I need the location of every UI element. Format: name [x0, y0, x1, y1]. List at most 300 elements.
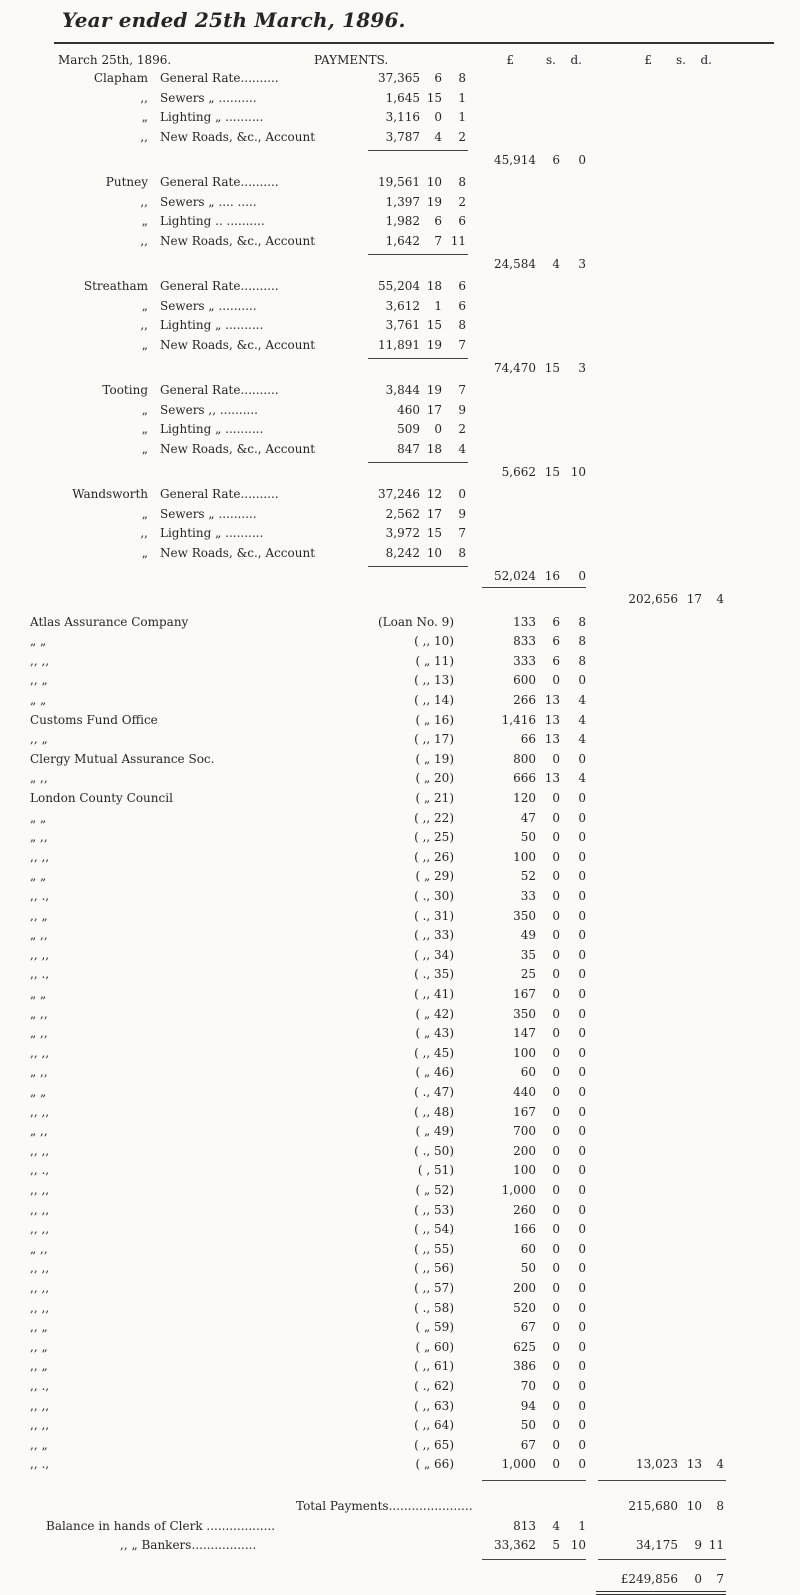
item-amount-shillings: 18	[426, 279, 442, 293]
balance-bankers-label: ,, „ Bankers.................	[120, 1538, 257, 1552]
district-row	[0, 276, 800, 296]
loan-row	[0, 1102, 800, 1122]
balance-bankers-row	[0, 1535, 800, 1555]
loan-amount-pounds: 260	[513, 1203, 536, 1217]
item-label: Lighting „ ..........	[160, 526, 264, 540]
item-amount-pence: 6	[458, 299, 466, 313]
district-row	[0, 484, 800, 504]
loan-amount-pounds: 147	[513, 1026, 536, 1040]
loan-amount-pounds: 35	[520, 948, 536, 962]
lender-name: „ ,,	[30, 771, 48, 785]
district-total-row	[0, 566, 800, 586]
ditto-mark: „	[141, 546, 148, 560]
loan-amount-pounds: 167	[513, 1105, 536, 1119]
district-row	[0, 172, 800, 192]
loan-row	[0, 690, 800, 710]
item-amount-pounds: 19,561	[378, 175, 420, 189]
loan-amount-pence: 0	[578, 1026, 586, 1040]
balance-total-pounds: 34,175	[636, 1538, 678, 1552]
loan-number: ( „ 11)	[415, 654, 454, 668]
item-amount-pounds: 8,242	[385, 546, 420, 560]
lender-name: „ ,,	[30, 1124, 48, 1138]
loan-amount-pounds: 47	[520, 811, 536, 825]
grand-total-pounds: £249,856	[620, 1572, 678, 1586]
lender-name: ,, ,,	[30, 1399, 50, 1413]
balance-clerk-pounds: 813	[513, 1519, 536, 1533]
ditto-mark: „	[141, 299, 148, 313]
item-label: Sewers „ .... .....	[160, 195, 257, 209]
loan-row	[0, 710, 800, 730]
item-amount-pounds: 1,397	[385, 195, 420, 209]
loan-amount-shillings: 0	[552, 811, 560, 825]
loan-number: ( „ 59)	[415, 1320, 454, 1334]
loan-amount-shillings: 0	[552, 673, 560, 687]
district-total-pence: 3	[578, 361, 586, 375]
loan-amount-pounds: 600	[513, 673, 536, 687]
loan-amount-pounds: 67	[520, 1438, 536, 1452]
item-amount-shillings: 10	[426, 546, 442, 560]
district-name: Clapham	[93, 71, 148, 85]
total-payments-shillings: 10	[686, 1499, 702, 1513]
loan-amount-pence: 4	[578, 771, 586, 785]
loan-amount-pounds: 120	[513, 791, 536, 805]
item-amount-shillings: 6	[434, 71, 442, 85]
header-section: PAYMENTS.	[314, 53, 389, 67]
total-payments-row	[0, 1496, 800, 1516]
balance-bankers-pounds: 33,362	[494, 1538, 536, 1552]
loans-total-pence: 4	[716, 1457, 724, 1471]
loan-row	[0, 631, 800, 651]
loan-number: ( ., 35)	[414, 967, 454, 981]
ditto-mark: ,,	[140, 130, 148, 144]
district-row	[0, 296, 800, 316]
district-row	[0, 380, 800, 400]
item-amount-pounds: 3,612	[385, 299, 420, 313]
lender-name: Customs Fund Office	[30, 713, 158, 727]
loan-amount-pounds: 440	[513, 1085, 536, 1099]
item-amount-pounds: 460	[397, 403, 420, 417]
district-name: Putney	[105, 175, 148, 189]
item-amount-pence: 7	[458, 338, 466, 352]
loan-amount-pence: 4	[578, 713, 586, 727]
loan-number: ( ,, 56)	[414, 1261, 454, 1275]
page-title: Year ended 25th March, 1896.	[62, 8, 406, 32]
district-row	[0, 400, 800, 420]
ditto-mark: „	[141, 214, 148, 228]
loan-amount-shillings: 0	[552, 1457, 560, 1471]
loan-row	[0, 670, 800, 690]
district-total-shillings: 15	[544, 465, 560, 479]
loan-amount-pounds: 50	[520, 830, 536, 844]
loan-row	[0, 1200, 800, 1220]
loan-amount-shillings: 0	[552, 1144, 560, 1158]
item-amount-pence: 9	[458, 507, 466, 521]
item-amount-pence: 7	[458, 526, 466, 540]
loan-row	[0, 847, 800, 867]
district-name: Tooting	[102, 383, 148, 397]
lender-name: ,, ,,	[30, 1281, 50, 1295]
loan-amount-pounds: 700	[513, 1124, 536, 1138]
district-row	[0, 315, 800, 335]
balance-clerk-shillings: 4	[552, 1519, 560, 1533]
loan-amount-shillings: 6	[552, 654, 560, 668]
lender-name: ,, .,	[30, 889, 50, 903]
district-row	[0, 211, 800, 231]
loan-amount-pounds: 49	[520, 928, 536, 942]
loan-amount-shillings: 13	[544, 693, 560, 707]
loan-number: ( ,, 14)	[414, 693, 454, 707]
loan-row	[0, 1454, 800, 1474]
district-total-shillings: 15	[544, 361, 560, 375]
item-label: New Roads, &c., Account	[160, 338, 316, 352]
lender-name: „ „	[30, 1085, 47, 1099]
loan-amount-pence: 0	[578, 1281, 586, 1295]
district-total-pence: 0	[578, 153, 586, 167]
item-amount-pounds: 11,891	[378, 338, 420, 352]
loan-number: ( ., 58)	[414, 1301, 454, 1315]
loan-amount-pounds: 167	[513, 987, 536, 1001]
loan-amount-pounds: 800	[513, 752, 536, 766]
lender-name: ,, „	[30, 732, 48, 746]
item-label: General Rate..........	[160, 383, 279, 397]
loan-amount-pounds: 200	[513, 1144, 536, 1158]
loan-amount-shillings: 0	[552, 1340, 560, 1354]
loan-amount-pence: 0	[578, 791, 586, 805]
loan-number: ( ,, 41)	[414, 987, 454, 1001]
column-header-row	[0, 50, 800, 70]
loan-row	[0, 827, 800, 847]
loan-amount-shillings: 0	[552, 1261, 560, 1275]
loan-row	[0, 1062, 800, 1082]
grand-total-shillings: 0	[694, 1572, 702, 1586]
loan-row	[0, 768, 800, 788]
loan-amount-pence: 0	[578, 1301, 586, 1315]
district-row	[0, 231, 800, 251]
loan-amount-pounds: 1,000	[501, 1457, 536, 1471]
loan-amount-pence: 0	[578, 1163, 586, 1177]
loan-number: ( „ 52)	[415, 1183, 454, 1197]
district-row	[0, 88, 800, 108]
lender-name: ,, ,,	[30, 1203, 50, 1217]
loan-amount-pence: 0	[578, 1124, 586, 1138]
loan-row	[0, 1004, 800, 1024]
loan-number: ( ,, 63)	[414, 1399, 454, 1413]
loan-row	[0, 964, 800, 984]
item-amount-pence: 8	[458, 546, 466, 560]
lender-name: „ ,,	[30, 1065, 48, 1079]
loan-amount-shillings: 0	[552, 1007, 560, 1021]
loan-amount-shillings: 13	[544, 713, 560, 727]
grand-total-pence: 7	[716, 1572, 724, 1586]
loan-amount-pence: 0	[578, 1007, 586, 1021]
item-amount-pounds: 37,365	[378, 71, 420, 85]
loan-row	[0, 651, 800, 671]
header-pence: d.	[570, 53, 582, 67]
loan-row	[0, 1239, 800, 1259]
lender-name: ,, ,,	[30, 1418, 50, 1432]
district-total-pounds: 52,024	[494, 569, 536, 583]
item-amount-pence: 0	[458, 487, 466, 501]
loan-amount-shillings: 0	[552, 869, 560, 883]
loan-number: ( ,, 64)	[414, 1418, 454, 1432]
balance-clerk-label: Balance in hands of Clerk ..................	[46, 1519, 276, 1533]
loan-number: ( ,, 54)	[414, 1222, 454, 1236]
loan-amount-pounds: 66	[520, 732, 536, 746]
ditto-mark: „	[141, 507, 148, 521]
ditto-mark: ,,	[140, 234, 148, 248]
item-amount-shillings: 4	[434, 130, 442, 144]
district-total-pounds: 74,470	[494, 361, 536, 375]
header-pence-2: d.	[700, 53, 712, 67]
grand-total-double-rule	[596, 1591, 726, 1595]
district-total-row	[0, 358, 800, 378]
loan-amount-pounds: 67	[520, 1320, 536, 1334]
loan-number: ( ,, 33)	[414, 928, 454, 942]
lender-name: Atlas Assurance Company	[30, 615, 189, 629]
lender-name: ,, ,,	[30, 1046, 50, 1060]
loan-amount-shillings: 0	[552, 1065, 560, 1079]
loan-row	[0, 788, 800, 808]
loan-number: ( „ 46)	[415, 1065, 454, 1079]
loan-amount-shillings: 0	[552, 1242, 560, 1256]
loan-amount-pounds: 94	[520, 1399, 536, 1413]
loan-amount-pounds: 50	[520, 1418, 536, 1432]
loan-amount-pounds: 386	[513, 1359, 536, 1373]
item-amount-pence: 6	[458, 279, 466, 293]
item-label: Sewers ,, ..........	[160, 403, 258, 417]
top-rule	[54, 42, 774, 44]
district-row	[0, 439, 800, 459]
loan-amount-pounds: 60	[520, 1242, 536, 1256]
loan-amount-pence: 0	[578, 1261, 586, 1275]
loan-amount-shillings: 0	[552, 1418, 560, 1432]
item-amount-shillings: 17	[426, 507, 442, 521]
lender-name: ,, ,,	[30, 1222, 50, 1236]
rates-total-row	[0, 589, 800, 609]
loan-amount-pence: 0	[578, 1144, 586, 1158]
item-label: General Rate..........	[160, 175, 279, 189]
lender-name: „ ,,	[30, 1026, 48, 1040]
loan-number: ( ,, 13)	[414, 673, 454, 687]
item-amount-shillings: 19	[426, 383, 442, 397]
item-amount-pounds: 509	[397, 422, 420, 436]
loan-number: ( ,, 25)	[414, 830, 454, 844]
loan-number: ( ., 30)	[414, 889, 454, 903]
district-row	[0, 192, 800, 212]
lender-name: ,, „	[30, 1320, 48, 1334]
loan-row	[0, 1121, 800, 1141]
lender-name: „ „	[30, 693, 47, 707]
ditto-mark: „	[141, 110, 148, 124]
item-amount-shillings: 6	[434, 214, 442, 228]
loan-amount-pounds: 50	[520, 1261, 536, 1275]
balance-bankers-pence: 10	[570, 1538, 586, 1552]
balance-total-pence: 11	[708, 1538, 724, 1552]
loan-amount-shillings: 0	[552, 1438, 560, 1452]
loan-amount-shillings: 0	[552, 1379, 560, 1393]
loan-amount-pence: 0	[578, 1399, 586, 1413]
loan-number: ( „ 21)	[415, 791, 454, 805]
loan-amount-pence: 0	[578, 752, 586, 766]
lender-name: ,, ,,	[30, 850, 50, 864]
loan-number: ( ,, 55)	[414, 1242, 454, 1256]
item-label: Sewers „ ..........	[160, 91, 257, 105]
loan-number: ( ., 47)	[414, 1085, 454, 1099]
loan-number: ( ,, 10)	[414, 634, 454, 648]
loan-row	[0, 1258, 800, 1278]
total-payments-label: Total Payments......................	[296, 1499, 473, 1513]
loan-amount-pence: 0	[578, 1320, 586, 1334]
loan-amount-shillings: 0	[552, 1046, 560, 1060]
district-total-row	[0, 462, 800, 482]
loan-row	[0, 945, 800, 965]
lender-name: ,, ,,	[30, 1144, 50, 1158]
district-total-pounds: 5,662	[501, 465, 536, 479]
item-amount-shillings: 15	[426, 526, 442, 540]
loan-amount-pounds: 350	[513, 909, 536, 923]
district-total-row	[0, 150, 800, 170]
item-label: General Rate..........	[160, 487, 279, 501]
loan-number: ( ,, 22)	[414, 811, 454, 825]
loan-amount-shillings: 0	[552, 752, 560, 766]
loan-number: ( ., 31)	[414, 909, 454, 923]
header-date: March 25th, 1896.	[58, 53, 172, 67]
loan-amount-shillings: 0	[552, 1183, 560, 1197]
loan-number: ( „ 16)	[415, 713, 454, 727]
loan-amount-pence: 0	[578, 987, 586, 1001]
loan-amount-shillings: 0	[552, 1281, 560, 1295]
loan-amount-shillings: 6	[552, 615, 560, 629]
item-amount-shillings: 10	[426, 175, 442, 189]
loan-row	[0, 1160, 800, 1180]
rates-sum-rule	[482, 587, 586, 588]
district-row	[0, 107, 800, 127]
item-amount-pounds: 847	[397, 442, 420, 456]
loan-amount-shillings: 0	[552, 1163, 560, 1177]
loan-amount-shillings: 0	[552, 1222, 560, 1236]
loan-row	[0, 1141, 800, 1161]
loan-number: ( „ 42)	[415, 1007, 454, 1021]
loan-amount-shillings: 0	[552, 889, 560, 903]
loan-amount-pence: 0	[578, 811, 586, 825]
loan-row	[0, 1435, 800, 1455]
balance-total-shillings: 9	[694, 1538, 702, 1552]
loan-amount-pounds: 60	[520, 1065, 536, 1079]
item-amount-pounds: 3,972	[385, 526, 420, 540]
district-total-pounds: 24,584	[494, 257, 536, 271]
lender-name: ,, ,,	[30, 948, 50, 962]
loan-amount-shillings: 0	[552, 1105, 560, 1119]
loan-amount-pence: 0	[578, 830, 586, 844]
header-shilling-2: s.	[676, 53, 686, 67]
district-row	[0, 419, 800, 439]
district-total-pounds: 45,914	[494, 153, 536, 167]
lender-name: Clergy Mutual Assurance Soc.	[30, 752, 215, 766]
loan-number: ( , 51)	[417, 1163, 454, 1177]
balance-rule	[482, 1559, 586, 1560]
lender-name: ,, „	[30, 1359, 48, 1373]
total-payments-pence: 8	[716, 1499, 724, 1513]
loan-amount-shillings: 0	[552, 967, 560, 981]
item-label: Sewers „ ..........	[160, 507, 257, 521]
item-amount-pounds: 3,761	[385, 318, 420, 332]
loan-amount-pounds: 1,416	[501, 713, 536, 727]
loan-amount-pounds: 166	[513, 1222, 536, 1236]
loan-amount-pounds: 100	[513, 1046, 536, 1060]
loan-row	[0, 1298, 800, 1318]
rates-total-shillings: 17	[686, 592, 702, 606]
loan-amount-shillings: 0	[552, 909, 560, 923]
item-amount-pence: 11	[450, 234, 466, 248]
loan-row	[0, 808, 800, 828]
loan-amount-shillings: 0	[552, 1203, 560, 1217]
ditto-mark: ,,	[140, 318, 148, 332]
header-shilling: s.	[546, 53, 556, 67]
item-label: Sewers „ ..........	[160, 299, 257, 313]
loan-number: ( „ 43)	[415, 1026, 454, 1040]
item-amount-pounds: 2,562	[385, 507, 420, 521]
item-amount-shillings: 12	[426, 487, 442, 501]
loan-amount-pounds: 333	[513, 654, 536, 668]
item-label: Lighting „ ..........	[160, 422, 264, 436]
loan-amount-pence: 0	[578, 1438, 586, 1452]
item-label: New Roads, &c., Account	[160, 130, 316, 144]
item-amount-pounds: 3,844	[385, 383, 420, 397]
rates-total-pounds: 202,656	[628, 592, 678, 606]
district-row	[0, 504, 800, 524]
balance-bankers-shillings: 5	[552, 1538, 560, 1552]
ditto-mark: „	[141, 422, 148, 436]
item-label: Lighting .. ..........	[160, 214, 265, 228]
district-row	[0, 335, 800, 355]
loans-total-rule	[598, 1480, 726, 1481]
item-amount-pounds: 3,787	[385, 130, 420, 144]
loan-row	[0, 984, 800, 1004]
loan-amount-pounds: 133	[513, 615, 536, 629]
item-label: General Rate..........	[160, 71, 279, 85]
loan-amount-pounds: 33	[520, 889, 536, 903]
loan-amount-pounds: 350	[513, 1007, 536, 1021]
loan-row	[0, 1337, 800, 1357]
total-payments-pounds: 215,680	[628, 1499, 678, 1513]
loan-amount-shillings: 0	[552, 1026, 560, 1040]
item-amount-pence: 4	[458, 442, 466, 456]
loan-row	[0, 729, 800, 749]
lender-name: „ „	[30, 987, 47, 1001]
item-amount-pounds: 3,116	[385, 110, 420, 124]
loan-row	[0, 1376, 800, 1396]
loan-row	[0, 749, 800, 769]
lender-name: ,, .,	[30, 967, 50, 981]
loan-amount-pence: 0	[578, 1418, 586, 1432]
loan-number: ( „ 60)	[415, 1340, 454, 1354]
item-amount-shillings: 1	[434, 299, 442, 313]
loan-number: ( „ 66)	[415, 1457, 454, 1471]
loan-amount-shillings: 0	[552, 928, 560, 942]
loan-amount-pence: 4	[578, 693, 586, 707]
item-amount-pence: 7	[458, 383, 466, 397]
loan-number: ( ,, 48)	[414, 1105, 454, 1119]
loan-amount-shillings: 13	[544, 732, 560, 746]
loan-amount-shillings: 0	[552, 1359, 560, 1373]
loan-row	[0, 612, 800, 632]
loan-row	[0, 906, 800, 926]
district-row	[0, 127, 800, 147]
loans-rule	[482, 1480, 586, 1481]
loan-amount-pence: 0	[578, 1242, 586, 1256]
district-total-row	[0, 254, 800, 274]
ditto-mark: ,,	[140, 91, 148, 105]
